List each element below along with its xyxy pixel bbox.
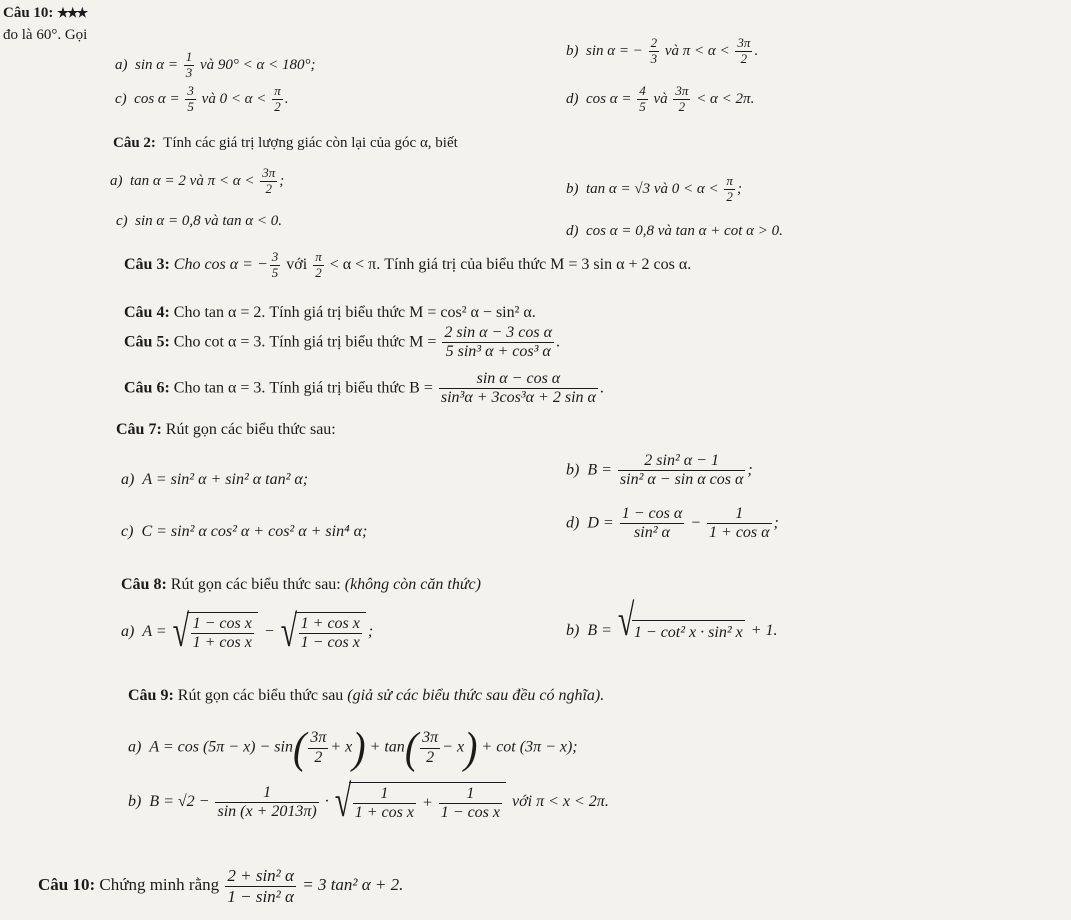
question-6: Câu 6: Cho tan α = 3. Tính giá trị biểu thức B = $\frac{\text{sin α − cos α}}{\text{sin³α + 3cos³α + 2 sin α}}$ . xyxy=(124,370,604,407)
question-8-heading: Câu 8: Rút gọn các biểu thức sau: (không còn căn thức) xyxy=(121,576,481,593)
q7-item-d: d) D = $\frac{\text{1 − cos α}}{\text{sin² α}}$ − $\frac{1}{\text{1 + cos α}}$ ; xyxy=(566,505,779,542)
q2-heading: Câu 2: Tính các giá trị lượng giác còn lại của góc α, biết xyxy=(113,135,458,151)
q7-item-c: c) C = sin² α cos² α + cos² α + sin⁴ α; xyxy=(121,523,368,540)
question-3: Câu 3: Cho cos α = − $\frac{3}{5}$ với $\frac{\pi}{2}$ < α < π. Tính giá trị của biểu thức M = 3 sin α + 2 cos α. xyxy=(124,249,692,280)
question-10: Câu 10: Chứng minh rằng $\frac{\text{2 + sin² α}}{\text{1 − sin² α}}$ = 3 tan² α + 2. xyxy=(38,866,404,906)
question-4: Câu 4: Cho tan α = 2. Tính giá trị biểu thức M = cos² α − sin² α. xyxy=(124,304,536,321)
q7-item-b: b) B = $\frac{\text{2 sin² α − 1}}{\text{sin² α − sin α cos α}}$ ; xyxy=(566,452,753,489)
header-label: Câu 10: ★★★ xyxy=(3,5,87,21)
q1-item-a: a) sin α = $\frac{1}{3}$ và 90° < α < 180°; xyxy=(115,49,316,80)
q9-item-a: a) A = cos (5π − x) − sin( $\frac{3\pi}{2}$ + x) + tan( $\frac{3\pi}{2}$ − x) + cot (3π − x); xyxy=(128,722,578,773)
header-fragment: đo là 60°. Gọi xyxy=(3,27,88,43)
q1-item-c: c) cos α = $\frac{3}{5}$ và 0 < α < $\frac{\pi}{2}$ . xyxy=(115,83,289,114)
q2-item-c: c) sin α = 0,8 và tan α < 0. xyxy=(116,213,282,229)
question-5: Câu 5: Cho cot α = 3. Tính giá trị biểu thức M = $\frac{\text{2 sin α − 3 cos α}}{\text{5 sin³ α + cos³ α}}$ . xyxy=(124,324,560,361)
q2-item-d: d) cos α = 0,8 và tan α + cot α > 0. xyxy=(566,223,783,239)
q2-item-a: a) tan α = 2 và π < α < $\frac{3\pi}{2}$ ; xyxy=(110,165,285,196)
question-7-heading: Câu 7: Rút gọn các biểu thức sau: xyxy=(116,421,336,438)
q7-item-a: a) A = sin² α + sin² α tan² α; xyxy=(121,471,309,488)
q1-item-d: d) cos α = $\frac{4}{5}$ và $\frac{3\pi}{2}$ < α < 2π. xyxy=(566,83,755,114)
question-9-heading: Câu 9: Rút gọn các biểu thức sau (giả sử các biểu thức sau đều có nghĩa). xyxy=(128,687,605,704)
q8-item-b: b) B = √ 1 − cot² x · sin² x + 1. xyxy=(566,620,778,642)
difficulty-stars-icon: ★★★ xyxy=(57,5,87,20)
q9-item-b: b) B = √2 − $\frac{1}{\sin (x + 2013\pi)}$ · √ $\frac{1}{\text{1 + cos x}}$ + $\frac{1}{\text{1 − cos x}}$ với π < x < 2π. xyxy=(128,782,609,823)
q8-item-a: a) A = √ $\frac{\text{1 − cos x}}{\text{1 + cos x}}$ − √ $\frac{\text{1 + cos x}}{\text{1 − cos x}}$ ; xyxy=(121,612,373,653)
q1-item-b: b) sin α = − $\frac{2}{3}$ và π < α < $\frac{3\pi}{2}$ . xyxy=(566,35,759,66)
q2-item-b: b) tan α = √3 và 0 < α < $\frac{\pi}{2}$ ; xyxy=(566,173,742,204)
